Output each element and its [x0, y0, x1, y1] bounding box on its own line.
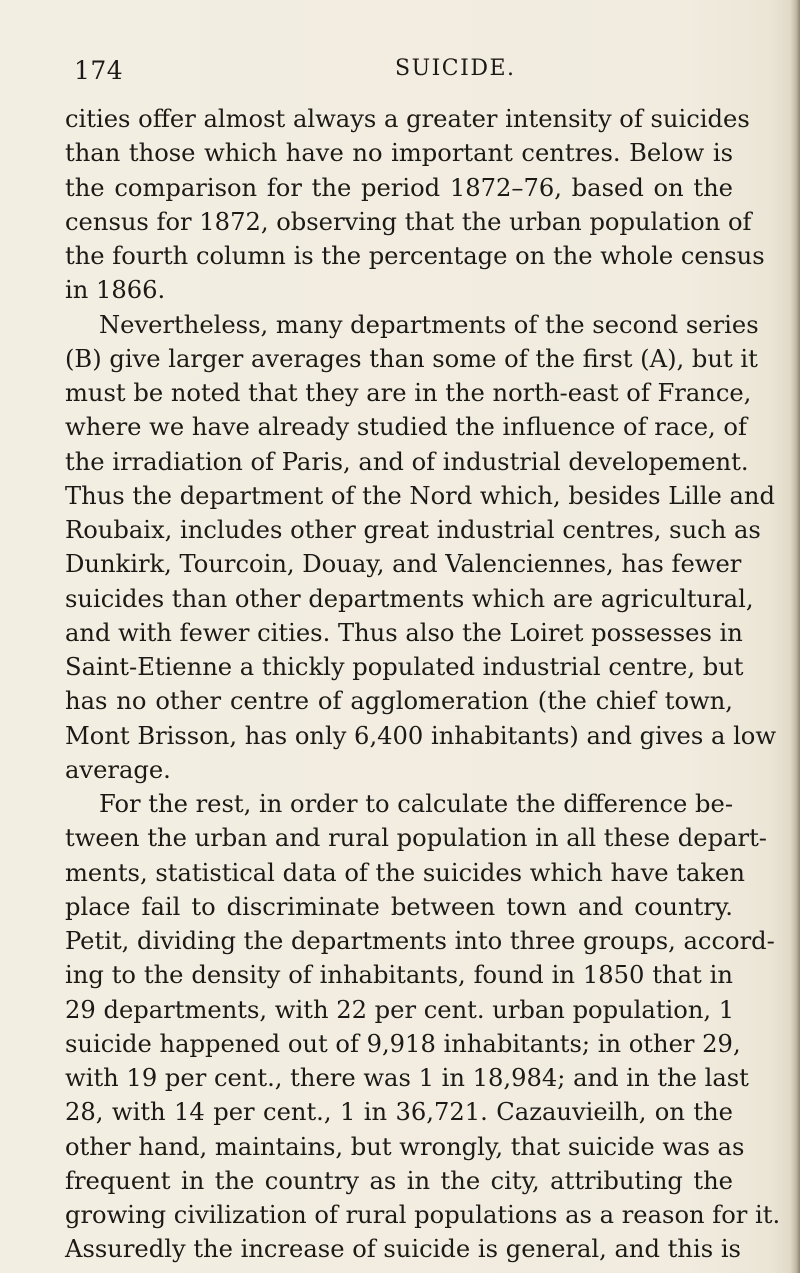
text-line: Assuredly the increase of suicide is general, and this is — [65, 1235, 741, 1264]
page-number: 174 — [74, 56, 124, 85]
text-line: growing civilization of rural populations as a reason for it. — [65, 1201, 781, 1229]
text-line: Thus the department of the Nord which, besides Lille and — [65, 481, 775, 510]
text-line: where we have already studied the influence of race, of — [65, 413, 747, 442]
text-line: For the rest, in order to calculate the difference be- — [99, 790, 733, 818]
text-line: ing to the density of inhabitants, found in 1850 that in — [65, 961, 733, 990]
body-text — [65, 102, 781, 1267]
text-line: must be noted that they are in the north-east of France, — [65, 379, 752, 407]
text-line: the comparison for the period 1872–76, based on the — [65, 173, 733, 202]
text-line: Petit, dividing the departments into three groups, accord- — [65, 927, 775, 955]
text-line: 28, with 14 per cent., 1 in 36,721. Cazauvieilh, on the — [65, 1098, 733, 1127]
text-line: suicide happened out of 9,918 inhabitants; in other 29, — [65, 1029, 741, 1058]
text-line: suicides than other departments which are agricultural, — [65, 584, 754, 613]
text-line: Dunkirk, Tourcoin, Douay, and Valenciennes, has fewer — [65, 550, 742, 579]
text-line: ments, statistical data of the suicides which have taken — [65, 858, 745, 887]
running-head — [0, 48, 800, 88]
text-line: place fail to discriminate between town and country. — [65, 892, 733, 921]
text-line: tween the urban and rural population in all these depart- — [65, 824, 767, 853]
text-line: Saint-Etienne a thickly populated industrial centre, but — [65, 653, 744, 681]
text-line: with 19 per cent., there was 1 in 18,984; and in the last — [65, 1064, 749, 1092]
page-edge-shadow — [790, 0, 800, 1273]
running-head-title: SUICIDE. — [395, 56, 516, 81]
text-line: Mont Brisson, has only 6,400 inhabitants) and gives a low — [65, 721, 777, 750]
text-line: the fourth column is the percentage on the whole census — [65, 242, 765, 270]
text-line: the irradiation of Paris, and of industrial developement. — [65, 447, 749, 476]
text-line: cities offer almost always a greater intensity of suicides — [65, 105, 750, 133]
text-line: and with fewer cities. Thus also the Loiret possesses in — [65, 618, 743, 647]
text-line: frequent in the country as in the city, attributing the — [65, 1166, 733, 1195]
text-line: in 1866. — [65, 276, 166, 305]
text-line: (B) give larger averages than some of the first (A), but it — [65, 344, 758, 373]
text-line: than those which have no important centres. Below is — [65, 139, 733, 168]
text-line: other hand, maintains, but wrongly, that suicide was as — [65, 1132, 745, 1161]
text-line: has no other centre of agglomeration (the chief town, — [65, 687, 733, 716]
text-line: Roubaix, includes other great industrial centres, such as — [65, 516, 761, 544]
text-line: Nevertheless, many departments of the second series — [99, 310, 759, 339]
text-line: 29 departments, with 22 per cent. urban population, 1 — [65, 995, 735, 1024]
text-line: census for 1872, observing that the urban population of — [65, 207, 752, 236]
text-line: average. — [65, 755, 171, 784]
